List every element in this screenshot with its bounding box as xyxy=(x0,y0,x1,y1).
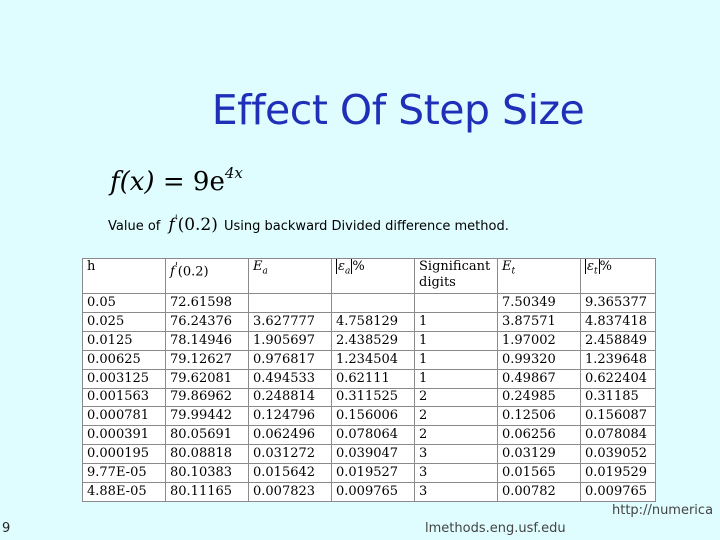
table-cell: 0.248814 xyxy=(249,388,332,407)
header-h: h xyxy=(83,259,166,294)
url-line-2: lmethods.eng.usf.edu xyxy=(425,521,566,536)
table-cell: 0.00625 xyxy=(83,350,166,369)
table-cell: 78.14946 xyxy=(166,331,249,350)
table-row xyxy=(83,369,656,388)
table-cell: 0.124796 xyxy=(249,407,332,426)
table-cell: 79.86962 xyxy=(166,388,249,407)
table-cell: 80.08818 xyxy=(166,445,249,464)
table-cell: 0.31185 xyxy=(581,388,656,407)
table-row xyxy=(83,483,656,502)
table-cell: 0.000781 xyxy=(83,407,166,426)
table-cell: 0.007823 xyxy=(249,483,332,502)
table-cell: 2 xyxy=(415,407,498,426)
table-cell: 0.03129 xyxy=(498,445,581,464)
table-cell: 0.003125 xyxy=(83,369,166,388)
table-cell: 0.976817 xyxy=(249,350,332,369)
table-cell: 1 xyxy=(415,369,498,388)
table-cell: 0.019529 xyxy=(581,464,656,483)
table-cell: 0.025 xyxy=(83,312,166,331)
table-cell: 72.61598 xyxy=(166,294,249,313)
table-row xyxy=(83,426,656,445)
table-cell: 0.12506 xyxy=(498,407,581,426)
table-cell: 0.99320 xyxy=(498,350,581,369)
table-row xyxy=(83,331,656,350)
table-row xyxy=(83,388,656,407)
table-cell: 3 xyxy=(415,483,498,502)
table-cell: 1 xyxy=(415,331,498,350)
table-cell: 79.99442 xyxy=(166,407,249,426)
table-row xyxy=(83,312,656,331)
header-rel-true-error: $\varepsilon_t$ % xyxy=(581,259,656,294)
table-row xyxy=(83,294,656,313)
table-cell: 2.438529 xyxy=(332,331,415,350)
table-cell: 0.001563 xyxy=(83,388,166,407)
header-ea: $E_a$ xyxy=(249,259,332,294)
table-cell: 0.494533 xyxy=(249,369,332,388)
table-cell: 3 xyxy=(415,464,498,483)
table-cell: 1 xyxy=(415,350,498,369)
table-cell: 0.039047 xyxy=(332,445,415,464)
table-cell: 0.05 xyxy=(83,294,166,313)
table-cell: 0.0125 xyxy=(83,331,166,350)
table-cell: 0.156087 xyxy=(581,407,656,426)
table-row xyxy=(83,350,656,369)
table-body xyxy=(83,294,656,502)
table-cell: 79.12627 xyxy=(166,350,249,369)
table-cell: 1.234504 xyxy=(332,350,415,369)
table-cell: 1.97002 xyxy=(498,331,581,350)
table-cell xyxy=(332,294,415,313)
table-cell: 0.031272 xyxy=(249,445,332,464)
table-cell: 3.627777 xyxy=(249,312,332,331)
table-cell: 0.00782 xyxy=(498,483,581,502)
table-cell: 9.77E-05 xyxy=(83,464,166,483)
table-cell: 2 xyxy=(415,388,498,407)
table-cell xyxy=(249,294,332,313)
table-row xyxy=(83,407,656,426)
table-cell: 3.87571 xyxy=(498,312,581,331)
table-cell: 4.837418 xyxy=(581,312,656,331)
table-cell: 0.311525 xyxy=(332,388,415,407)
slide-number: 9 xyxy=(2,521,11,536)
table-cell: 80.10383 xyxy=(166,464,249,483)
table-cell: 79.62081 xyxy=(166,369,249,388)
method-description xyxy=(108,214,509,235)
table-cell: 1 xyxy=(415,312,498,331)
table-cell: 0.039052 xyxy=(581,445,656,464)
step-size-table xyxy=(82,258,656,502)
table-cell: 0.24985 xyxy=(498,388,581,407)
table-cell: 0.000195 xyxy=(83,445,166,464)
table-cell: 0.015642 xyxy=(249,464,332,483)
url-line-1: http://numerica xyxy=(612,503,714,518)
header-derivative: f'(0.2) xyxy=(166,259,249,294)
table-cell: 80.11165 xyxy=(166,483,249,502)
table-cell: 0.000391 xyxy=(83,426,166,445)
table-cell: 0.62111 xyxy=(332,369,415,388)
table-row xyxy=(83,464,656,483)
table-cell: 0.06256 xyxy=(498,426,581,445)
table-cell: 3 xyxy=(415,445,498,464)
table-cell: 0.009765 xyxy=(581,483,656,502)
table-cell: 0.009765 xyxy=(332,483,415,502)
table-cell: 80.05691 xyxy=(166,426,249,445)
table-cell: 7.50349 xyxy=(498,294,581,313)
table-cell: 9.365377 xyxy=(581,294,656,313)
subtitle-suffix: Using backward Divided difference method. xyxy=(224,219,509,234)
table-header-row xyxy=(83,259,656,294)
table-cell: 76.24376 xyxy=(166,312,249,331)
subtitle-prefix: Value of xyxy=(108,219,161,234)
table-cell xyxy=(415,294,498,313)
table-cell: 0.49867 xyxy=(498,369,581,388)
header-rel-approx-error: $\varepsilon_a$ % xyxy=(332,259,415,294)
table-cell: 1.905697 xyxy=(249,331,332,350)
table-cell: 0.019527 xyxy=(332,464,415,483)
table-cell: 1.239648 xyxy=(581,350,656,369)
table-cell: 0.078064 xyxy=(332,426,415,445)
table-cell: 0.078084 xyxy=(581,426,656,445)
formula-exponent: 4x xyxy=(224,164,243,182)
header-significant-digits: Significant digits xyxy=(415,259,498,294)
table-row xyxy=(83,445,656,464)
table-cell: 4.88E-05 xyxy=(83,483,166,502)
formula-coefficient: 9e xyxy=(192,167,225,197)
formula-lhs: f(x) xyxy=(110,167,155,197)
table-cell: 0.156006 xyxy=(332,407,415,426)
table-cell: 0.062496 xyxy=(249,426,332,445)
derivative-expression: f'(0.2) xyxy=(168,214,218,235)
slide-title: Effect Of Step Size xyxy=(211,86,585,134)
header-et: $E_t$ xyxy=(498,259,581,294)
formula-equals: = xyxy=(162,167,185,197)
table-cell: 2.458849 xyxy=(581,331,656,350)
table-cell: 0.01565 xyxy=(498,464,581,483)
table-cell: 0.622404 xyxy=(581,369,656,388)
table-cell: 4.758129 xyxy=(332,312,415,331)
table-cell: 2 xyxy=(415,426,498,445)
function-formula xyxy=(110,164,243,197)
